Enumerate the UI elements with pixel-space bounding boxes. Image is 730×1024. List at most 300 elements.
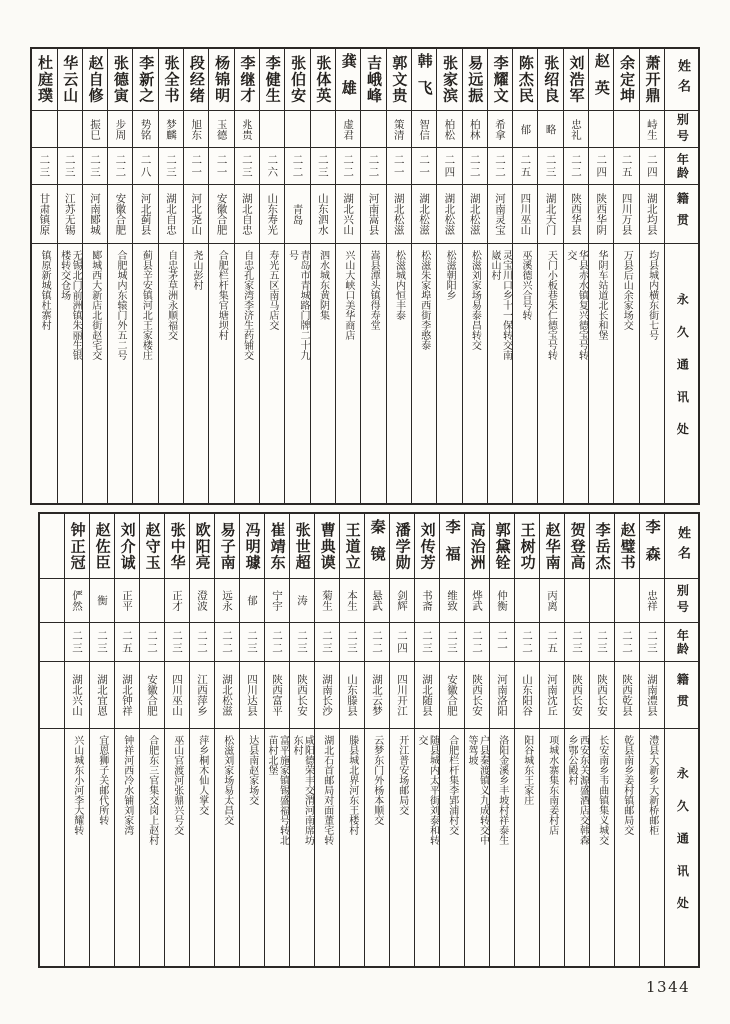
person-alias: 书斋 [415,579,439,623]
person-column [139,514,164,966]
person-alias: 忠祥 [640,579,664,623]
header-address-label [665,729,698,966]
header-address-label-text: 永久通讯处 [675,766,690,929]
person-address [463,244,487,503]
person-alias: 维致 [440,579,464,623]
person-address [265,729,289,966]
person-age: 二二 [140,623,164,662]
person-age: 二三 [240,623,264,662]
person-name: 张世超 [290,514,314,579]
person-age: 二二 [488,148,512,185]
person-age: 二五 [614,148,638,185]
person-origin: 江苏无锡 [58,185,82,244]
person-column [214,514,239,966]
person-column [639,49,664,503]
person-address-text: 华县赤水镇复兴德宝号转交 [564,250,588,360]
person-alias [32,111,56,148]
person-name: 华云山 [58,49,82,111]
person-origin: 青岛 [285,185,309,244]
person-address-text: 项城水寨集东南姜村店 [546,735,558,835]
person-name: 刘介诚 [115,514,139,579]
person-origin: 湖北宜恩 [90,662,114,729]
directory-table-bottom [38,512,700,968]
person-name: 赵守玉 [140,514,164,579]
person-address [215,729,239,966]
person-address-text: 嵩县潭头镇得寿堂 [368,250,380,330]
person-name: 萧开鼎 [640,49,664,111]
person-alias: 略 [538,111,562,148]
person-alias [140,579,164,623]
person-origin: 湖北松滋 [437,185,461,244]
person-column [639,514,664,966]
person-name: 李耀文 [488,49,512,111]
header-origin-label: 籍贯 [665,662,698,729]
empty-origin-cell [40,662,64,729]
person-name: 郭文贵 [387,49,411,111]
header-age-label: 年龄 [665,148,698,185]
person-address [115,729,139,966]
person-alias: 丙离 [540,579,564,623]
person-address [390,729,414,966]
person-column [487,49,512,503]
person-origin: 湖北松滋 [215,662,239,729]
person-origin: 陕西长安 [465,662,489,729]
person-address-text: 乾县南乡姜村镇邮局交 [621,735,633,835]
person-column [208,49,233,503]
person-column [114,514,139,966]
person-origin: 湖北松滋 [412,185,436,244]
person-alias: 玉德 [209,111,233,148]
person-address-text: 寿光五区南马店交 [266,250,278,330]
person-address-text: 咸阳德荣丰交渭河南席坊东村 [291,735,314,845]
person-address [260,244,284,503]
person-address [589,244,613,503]
person-address-text: 合肥栏杆集官塘坝村 [216,250,228,340]
person-alias: 振巳 [83,111,107,148]
person-origin: 河南沈丘 [540,662,564,729]
person-name: 李继才 [235,49,259,111]
person-address-text: 松滋城内恒丰泰 [393,250,405,320]
person-alias: 郁 [513,111,537,148]
person-origin: 四川达县 [240,662,264,729]
person-age: 二四 [640,148,664,185]
person-age: 二三 [565,623,589,662]
person-alias: 柏林 [463,111,487,148]
person-address [340,729,364,966]
person-address [83,244,107,503]
person-address-text: 万县后山余家场交 [621,250,633,330]
person-age: 二三 [58,148,82,185]
empty-age-cell [40,623,64,662]
person-origin: 湖北兴山 [336,185,360,244]
person-alias: 忠礼 [564,111,588,148]
person-address [540,729,564,966]
header-column [664,49,698,503]
person-alias [58,111,82,148]
person-age: 二三 [415,623,439,662]
person-age: 二二 [265,623,289,662]
person-name: 刘传芳 [415,514,439,579]
person-address-text: 尧山彭村 [190,250,202,290]
person-column [462,49,487,503]
person-age: 二五 [540,623,564,662]
person-column [414,514,439,966]
person-alias: 涛 [290,579,314,623]
person-alias: 正才 [165,579,189,623]
person-name: 王树功 [515,514,539,579]
person-alias: 希拿 [488,111,512,148]
person-alias: 正平 [115,579,139,623]
person-address-text: 蓟县辛安镇河北王家楼庄 [140,250,152,360]
person-alias: 梦麟 [159,111,183,148]
person-column [264,514,289,966]
person-address-text: 滕县城北界河东王楼村 [346,735,358,835]
person-address-text: 云梦东门外杨本顺交 [371,735,383,825]
person-alias: 澄波 [190,579,214,623]
person-address [240,729,264,966]
person-age: 二八 [133,148,157,185]
person-address-text: 郾城西大新店北街赵宅交 [89,250,101,360]
person-column [132,49,157,503]
person-address-text: 达县南赵家场交 [246,735,258,805]
person-alias: 旭东 [184,111,208,148]
person-address-text: 开江普安场邮局交 [396,735,408,815]
person-address [235,244,259,503]
person-name: 崔靖东 [265,514,289,579]
person-address-text: 青岛市青城路门牌二十九号 [286,250,309,360]
person-alias [614,111,638,148]
person-name: 张伯安 [285,49,309,111]
person-address-text: 兴山大峡口美华商店 [342,250,354,340]
person-age: 二三 [440,623,464,662]
empty-address-cell [40,729,64,966]
person-origin: 湖南长沙 [315,662,339,729]
person-age: 二三 [32,148,56,185]
person-age: 二四 [589,148,613,185]
person-origin: 河南郾城 [83,185,107,244]
person-origin: 陕西长安 [290,662,314,729]
person-name: 杜庭璞 [32,49,56,111]
header-column [664,514,698,966]
person-address [465,729,489,966]
person-address-text: 镇原新城镇杜寨村 [39,250,51,330]
header-name-label: 姓名 [665,49,698,111]
person-column [389,514,414,966]
person-name: 赵佐臣 [90,514,114,579]
person-address [58,244,82,503]
person-alias: 兆贵 [235,111,259,148]
person-address [290,729,314,966]
person-age: 二一 [490,623,514,662]
person-column [512,49,537,503]
person-address [564,244,588,503]
person-column [32,49,56,503]
person-age: 二二 [463,148,487,185]
person-origin: 湖北自忠 [159,185,183,244]
person-alias: 虚君 [336,111,360,148]
person-origin: 河南洛阳 [490,662,514,729]
person-alias: 本生 [340,579,364,623]
person-alias [260,111,284,148]
person-alias: 势铭 [133,111,157,148]
person-column [234,49,259,503]
person-address [336,244,360,503]
person-alias: 衡 [90,579,114,623]
person-column [82,49,107,503]
person-address [165,729,189,966]
person-address [32,244,56,503]
person-column [386,49,411,503]
person-age: 二二 [108,148,132,185]
person-name: 钟正冠 [65,514,89,579]
person-address-text: 随县城内太平街刘泰和转交 [416,735,439,845]
person-address-text: 合肥东三官集交岗上赵村 [146,735,158,845]
header-alias-label: 别号 [665,111,698,148]
person-column [107,49,132,503]
person-origin: 湖南澧县 [640,662,664,729]
person-alias: 剑辉 [390,579,414,623]
person-origin: 陕西乾县 [615,662,639,729]
person-age: 二三 [640,623,664,662]
person-address-text: 宜恩狮子关邮代所转 [96,735,108,825]
person-name: 高治洲 [465,514,489,579]
person-age: 二三 [235,148,259,185]
person-origin: 河南嵩县 [361,185,385,244]
person-origin: 湖北松滋 [387,185,411,244]
person-age: 二二 [564,148,588,185]
person-address-text: 松滋朝阳乡 [444,250,456,300]
person-name: 王道立 [340,514,364,579]
person-origin: 湖北云梦 [365,662,389,729]
person-address [440,729,464,966]
header-address-label-text: 永久通讯处 [675,292,690,455]
person-alias [515,579,539,623]
person-name: 张全书 [159,49,183,111]
person-name: 冯明璩 [240,514,264,579]
person-address [209,244,233,503]
person-name: 李岳杰 [590,514,614,579]
person-alias [565,579,589,623]
person-origin: 河北尧山 [184,185,208,244]
person-name: 贺登高 [565,514,589,579]
person-name: 张体英 [311,49,335,111]
person-alias: 策清 [387,111,411,148]
person-name: 李森 [640,514,664,579]
person-origin: 安徽合肥 [140,662,164,729]
person-address-text: 巫溪德兴合号转 [520,250,532,320]
person-column [588,49,613,503]
person-column [158,49,183,503]
person-column [360,49,385,503]
person-age: 二一 [412,148,436,185]
person-address-text: 松滋刘家场易太昌交 [221,735,233,825]
person-address-text: 户县秦渡镇义九成转交中等驾坡 [466,735,489,845]
person-age: 二二 [515,623,539,662]
person-address [640,729,664,966]
person-origin: 陕西富平 [265,662,289,729]
person-column [613,49,638,503]
person-address-text: 西安东关源盛酒店交韩森乡鄂公殿村 [566,735,589,845]
person-age: 二三 [538,148,562,185]
person-address-text: 均县城内横东街七号 [646,250,658,340]
person-address-text: 富平施家镇锡盛福号转北苗村北堡 [266,735,289,845]
header-origin-label: 籍贯 [665,185,698,244]
person-name: 郭黛铨 [490,514,514,579]
person-address-text: 萍乡桐木仙人掌交 [196,735,208,815]
person-age: 二三 [159,148,183,185]
person-address-text: 澧县大新乡大新桥邮柜 [646,735,658,835]
person-name: 龚雄 [336,49,360,111]
person-column [335,49,360,503]
person-alias: 宁宇 [265,579,289,623]
person-age: 二四 [437,148,461,185]
page-number: 1344 [646,978,691,996]
person-column [57,49,82,503]
person-alias: 峙生 [640,111,664,148]
person-age: 二三 [90,623,114,662]
person-origin: 湖北天门 [538,185,562,244]
person-column [289,514,314,966]
person-origin: 四川巫山 [513,185,537,244]
person-name: 赵自修 [83,49,107,111]
person-address [285,244,309,503]
person-column [514,514,539,966]
person-address [640,244,664,503]
person-origin: 山东滕县 [340,662,364,729]
person-alias [615,579,639,623]
person-address [387,244,411,503]
person-name: 易远振 [463,49,487,111]
header-name-label: 姓名 [665,514,698,579]
person-address [565,729,589,966]
person-name: 曹典谟 [315,514,339,579]
person-column [164,514,189,966]
person-column [464,514,489,966]
person-name: 赵英 [589,49,613,111]
person-address [90,729,114,966]
person-age: 二二 [285,148,309,185]
person-address-text: 自忠茅草洲永顺福交 [165,250,177,340]
person-age: 二四 [390,623,414,662]
person-name: 张中华 [165,514,189,579]
empty-alias-cell [40,579,64,623]
person-column [314,514,339,966]
person-name: 张绍良 [538,49,562,111]
person-address [488,244,512,503]
person-alias [590,579,614,623]
person-age: 二三 [290,623,314,662]
header-address-label [665,244,698,503]
person-column [563,49,588,503]
person-address-text: 松滋朱家埠西街李憨泰 [418,250,430,350]
person-column [364,514,389,966]
person-address-text: 自忠孔家湾李济生药铺交 [241,250,253,360]
person-age: 二三 [65,623,89,662]
person-address-text: 巫山官渡河张鼎兴号交 [171,735,183,835]
header-alias-label: 别号 [665,579,698,623]
person-age: 二三 [340,623,364,662]
empty-name-cell [40,514,64,579]
person-origin: 陕西长安 [590,662,614,729]
person-address-text: 天门小板巷朱仁德宝号转 [545,250,557,360]
person-address [65,729,89,966]
person-name: 赵璧书 [615,514,639,579]
person-name: 张家滨 [437,49,461,111]
person-age: 二二 [190,623,214,662]
person-origin: 安徽合肥 [440,662,464,729]
person-address [311,244,335,503]
person-address-text: 兴山城东小河李大耀转 [71,735,83,835]
person-column [284,49,309,503]
person-origin: 湖北随县 [415,662,439,729]
person-age: 二三 [311,148,335,185]
person-column [564,514,589,966]
person-address-text: 湖北石首邮局对面董宅转 [321,735,333,845]
person-age: 二五 [115,623,139,662]
person-column [189,514,214,966]
person-address [108,244,132,503]
person-alias [311,111,335,148]
person-column [411,49,436,503]
person-address [614,244,638,503]
person-origin: 安徽合肥 [108,185,132,244]
person-alias: 郁 [240,579,264,623]
person-name: 杨锦明 [209,49,233,111]
person-address [513,244,537,503]
person-address-text: 泗水城东黄阴集 [317,250,329,320]
person-column [439,514,464,966]
person-origin: 河北蓟县 [133,185,157,244]
person-alias: 远永 [215,579,239,623]
person-origin: 湖北钟祥 [115,662,139,729]
person-origin: 山东寿光 [260,185,284,244]
person-column [89,514,114,966]
person-address [590,729,614,966]
person-address-text: 灵宝川口乡十一保转交南崴山村 [488,250,512,360]
person-address-text: 洛阳金溪乡丰坡村祥泰生 [496,735,508,845]
person-name: 李福 [440,514,464,579]
person-name: 欧阳亮 [190,514,214,579]
person-address-text: 松滋刘家场易泰昌转交 [469,250,481,350]
person-name: 余定坤 [614,49,638,111]
person-name: 易子南 [215,514,239,579]
person-column [183,49,208,503]
person-name: 潘学勋 [390,514,414,579]
person-origin: 陕西长安 [565,662,589,729]
person-age: 二二 [215,623,239,662]
person-column [436,49,461,503]
person-alias: 烨武 [465,579,489,623]
header-age-label: 年龄 [665,623,698,662]
person-address [159,244,183,503]
person-alias: 菊生 [315,579,339,623]
person-age: 二二 [361,148,385,185]
person-age: 二三 [83,148,107,185]
person-age: 二一 [209,148,233,185]
person-column [339,514,364,966]
person-origin: 四川开江 [390,662,414,729]
person-name: 陈杰民 [513,49,537,111]
person-name: 赵华南 [540,514,564,579]
person-origin: 湖北松滋 [463,185,487,244]
person-origin: 四川巫山 [165,662,189,729]
person-age: 二二 [615,623,639,662]
person-address-text: 合肥城内东辕门外五二号 [115,250,127,360]
person-address-text: 阳谷城东王家庄 [521,735,533,805]
person-alias: 智信 [412,111,436,148]
person-column [614,514,639,966]
person-address [361,244,385,503]
